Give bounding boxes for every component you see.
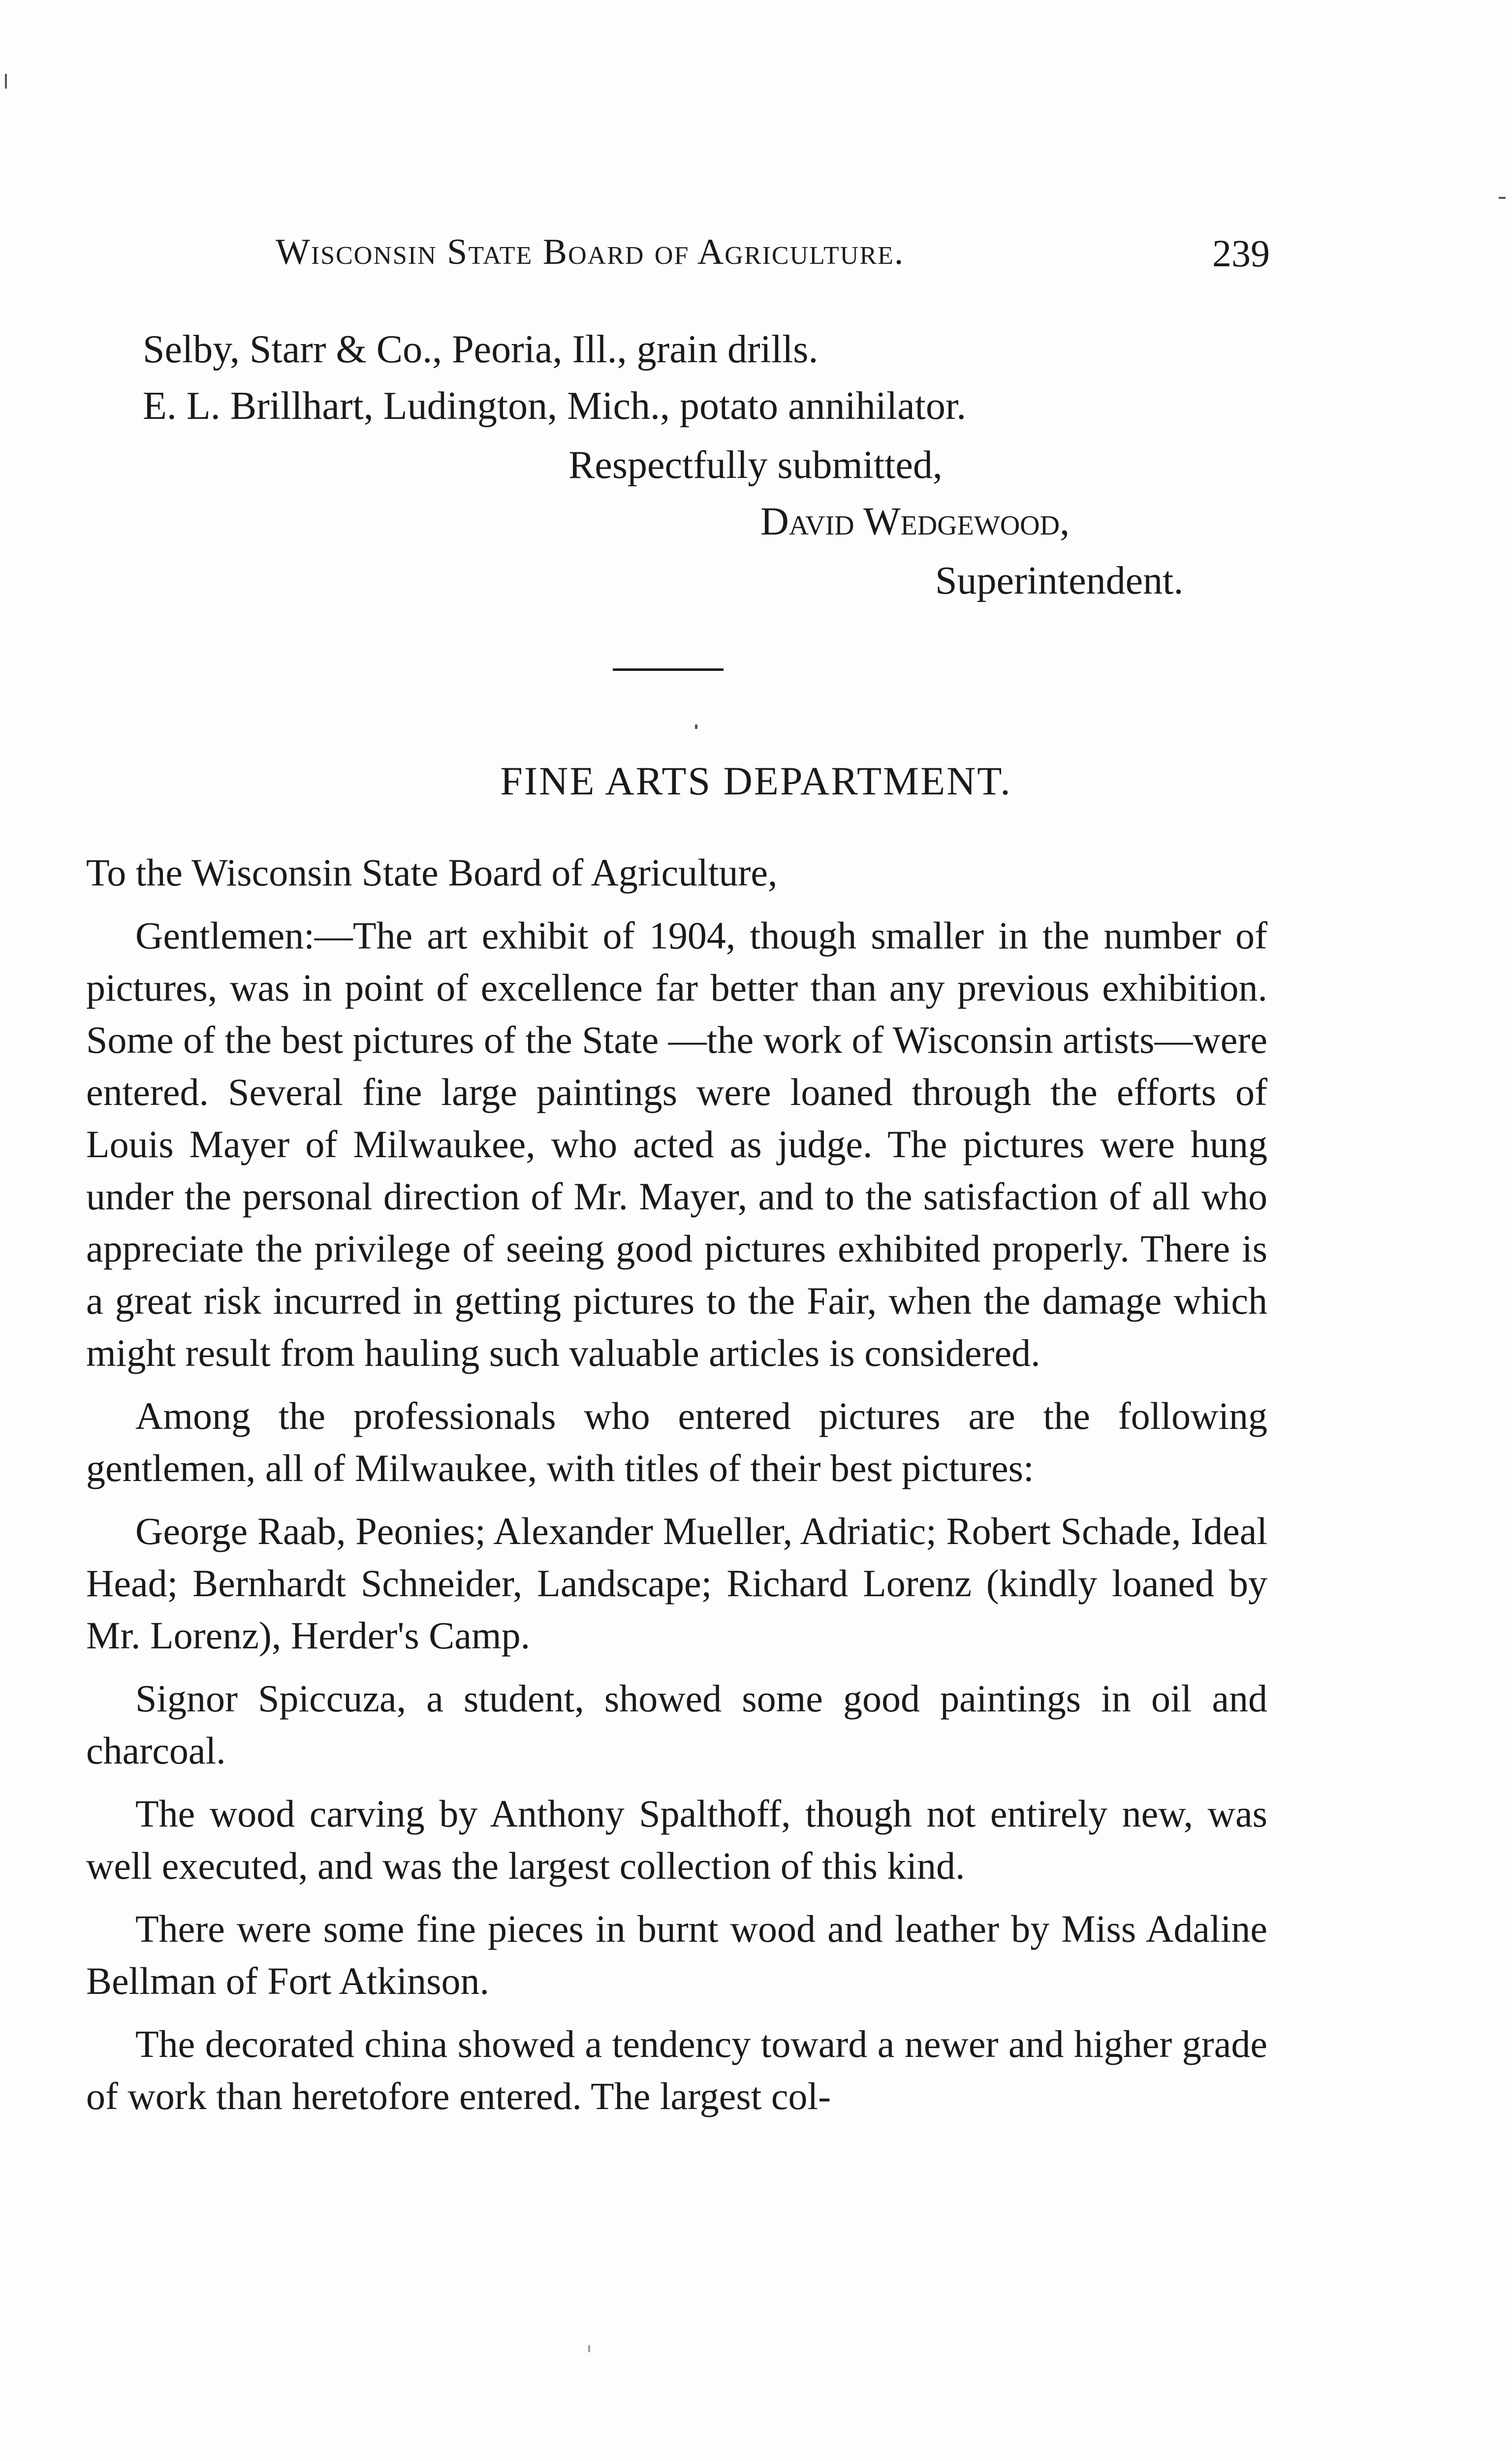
- sign-off: Respectfully submitted,: [568, 443, 943, 487]
- running-title: Wisconsin State Board of Agriculture.: [276, 232, 905, 272]
- signatory-name: David Wedgewood,: [760, 500, 1070, 543]
- scan-speck: [588, 2345, 590, 2352]
- signatory-title: Superintendent.: [935, 559, 1184, 602]
- page-number: 239: [1212, 232, 1270, 275]
- entry-line: E. L. Brillhart, Ludington, Mich., potato annihilator.: [143, 384, 967, 428]
- scan-speck: [695, 725, 697, 729]
- salutation: To the Wisconsin State Board of Agriculture,: [86, 851, 778, 894]
- paragraph: Among the professionals who entered pictures are the following gentlemen, all of Milwaukee, with titles of their best pictures:: [86, 1394, 1267, 1489]
- running-head: [276, 231, 1270, 285]
- scan-speck: [1499, 197, 1506, 199]
- paragraph: Gentlemen:—The art exhibit of 1904, though smaller in the number of pictures, was in point of excellence far better than any previous exhibition. Some of the best pictures of the State —the work of Wisconsin artists—were entered. Several fine large paintings were loaned through the efforts of Louis Mayer of Milwaukee, who acted as judge. The pictures were hung under the personal direction of Mr. Mayer, and to the satisfaction of all who appreciate the privilege of seeing good pictures exhibited properly. There is a great risk incurred in getting pictures to the Fair, when the damage which might result from hauling such valuable articles is considered.: [86, 914, 1267, 1374]
- paragraph: The decorated china showed a tendency toward a newer and higher grade of work than heretofore entered. The largest col-: [86, 2022, 1267, 2117]
- paragraph: George Raab, Peonies; Alexander Mueller, Adriatic; Robert Schade, Ideal Head; Bernhardt Schneider, Landscape; Richard Lorenz (kindly loaned by Mr. Lorenz), Herder's Camp.: [86, 1510, 1267, 1657]
- paragraph: The wood carving by Anthony Spalthoff, though not entirely new, was well executed, and was the largest collection of this kind.: [86, 1792, 1267, 1887]
- section-title: FINE ARTS DEPARTMENT.: [500, 758, 1012, 803]
- body-text: [86, 847, 1267, 2133]
- paragraph: Signor Spiccuza, a student, showed some good paintings in oil and charcoal.: [86, 1677, 1267, 1772]
- entry-line: Selby, Starr & Co., Peoria, Ill., grain drills.: [143, 328, 819, 371]
- section-divider: [613, 668, 724, 671]
- paragraph: There were some fine pieces in burnt wood and leather by Miss Adaline Bellman of Fort Atkinson.: [86, 1907, 1267, 2002]
- scan-speck: [5, 74, 7, 89]
